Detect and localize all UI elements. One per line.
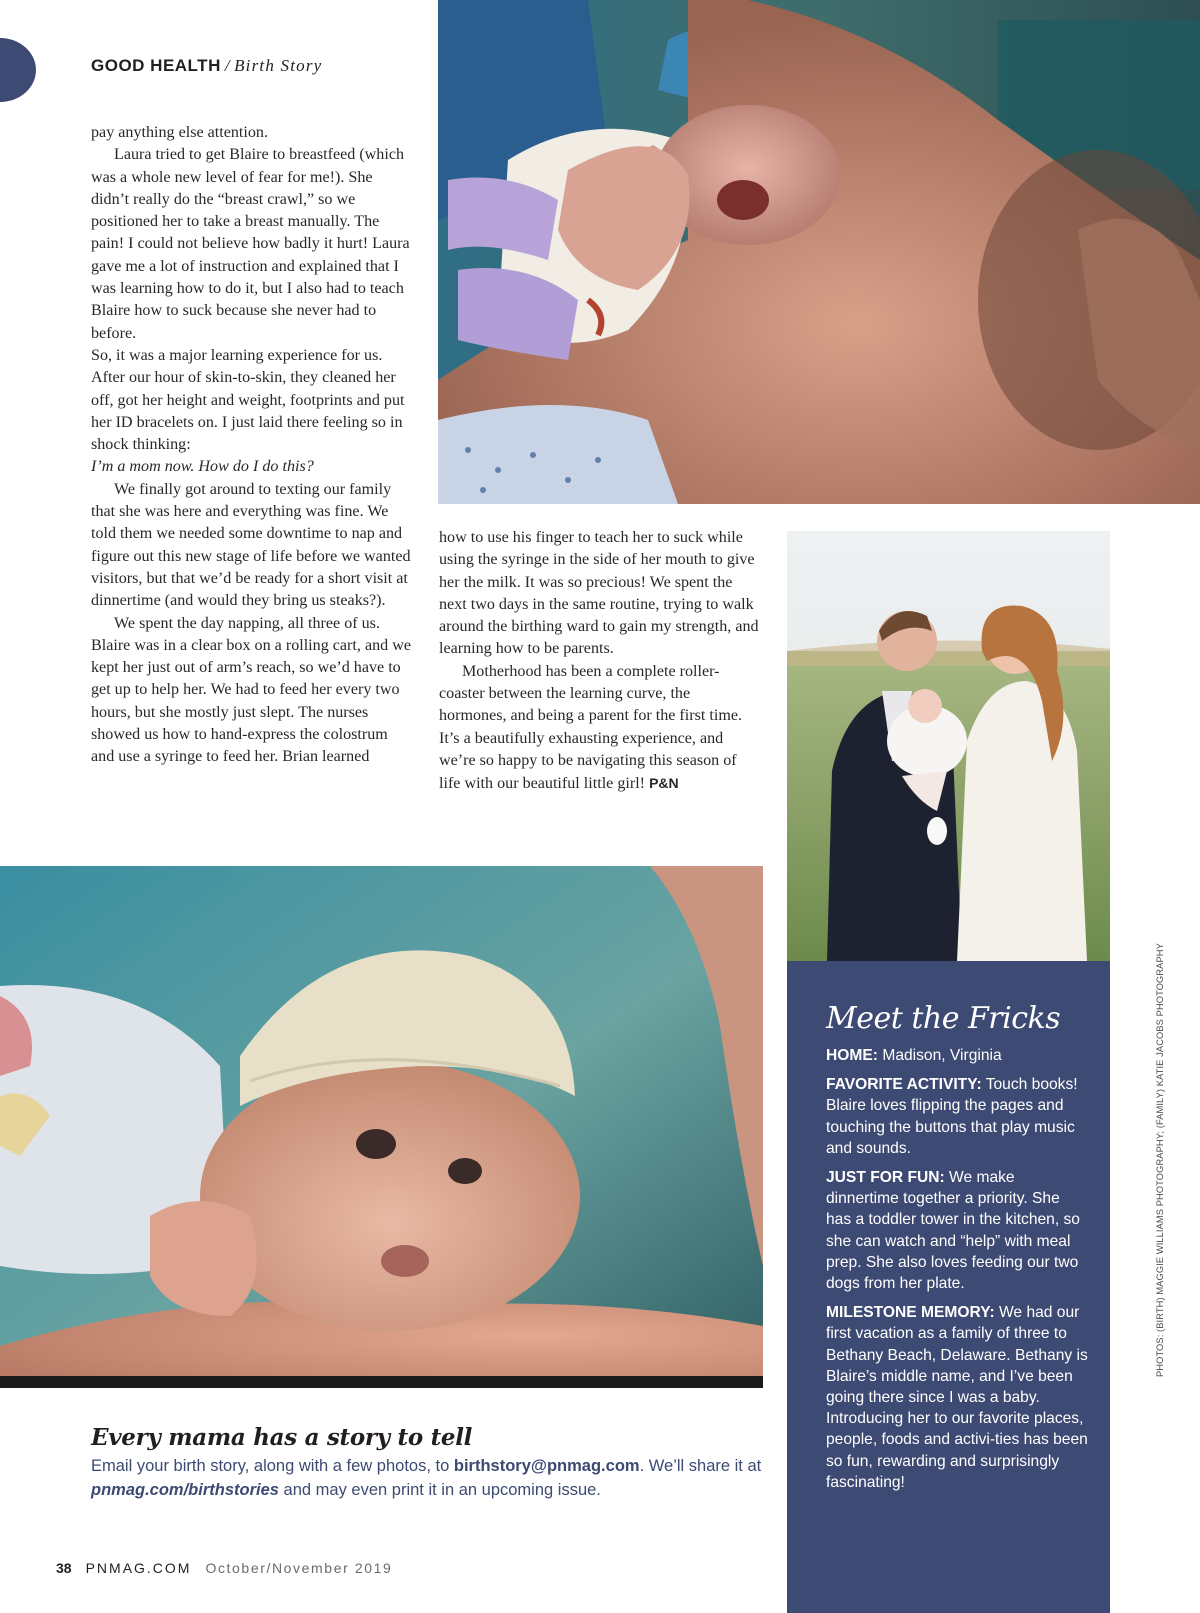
story-paragraph: We spent the day napping, all three of us. Blaire was in a clear box on a rolling cart, and we kept her just out of arm’s reach, so we’d have to get up to help her. We had to feed her every two hours, but she mostly just slept. The nurses showed us how to hand-express the colostrum and use a syringe to feed her. Brian learned: [91, 614, 411, 766]
birth-photo: [438, 0, 1200, 504]
story-paragraph: [91, 345, 413, 479]
story-italic-thought: I’m a mom now. How do I do this?: [91, 458, 314, 476]
sidebar-item-text: We make dinnertime together a priority. She has a toddler tower in the kitchen, so she can watch and “help” with meal prep. She also loves feeding our two dogs from her plate.: [826, 1169, 1080, 1293]
callout-body: [91, 1454, 771, 1502]
sidebar-item-just-for-fun: [826, 1167, 1088, 1294]
photo-credit: PHOTOS: (BIRTH) MAGGIE WILLIAMS PHOTOGRAPHY; (FAMILY) KATIE JACOBS PHOTOGRAPHY: [1155, 943, 1165, 1377]
callout-text: Email your birth story, along with a few photos, to: [91, 1457, 454, 1475]
page-footer: [56, 1560, 392, 1576]
sidebar-item-home: [826, 1045, 1088, 1066]
story-column-2: [439, 527, 761, 796]
story-paragraph: pay anything else attention.: [91, 124, 268, 141]
section-tab-marker: [0, 38, 36, 102]
story-paragraph: [439, 661, 761, 796]
callout-title: Every mama has a story to tell: [91, 1424, 473, 1451]
sidebar-item-text: Madison, Virginia: [882, 1047, 1002, 1064]
birth-photo-illustration: [438, 0, 1200, 504]
section-name: GOOD HEALTH: [91, 56, 221, 75]
page-number: 38: [56, 1560, 72, 1576]
footer-site: PNMAG.COM: [85, 1560, 192, 1576]
section-separator: /: [224, 56, 231, 75]
story-column-1: [91, 122, 413, 769]
callout-url-link[interactable]: pnmag.com/birthstories: [91, 1481, 279, 1499]
sidebar-item-text: Touch books! Blaire loves flipping the pages and touching the buttons that play music and sounds.: [826, 1076, 1078, 1157]
story-paragraph: how to use his finger to teach her to suck while using the syringe in the side of her mouth to give her the milk. It was so precious! We spent the next two days in the same routine, trying to walk around the birthing ward to gain my strength, and learning how to be parents.: [439, 529, 759, 658]
section-subname: Birth Story: [234, 56, 323, 75]
sidebar-item-label: FAVORITE ACTIVITY:: [826, 1076, 982, 1094]
sidebar-item-label: HOME:: [826, 1047, 878, 1064]
footer-issue: October/November 2019: [205, 1560, 393, 1576]
sidebar-item-text: We had our first vacation as a family of three to Bethany Beach, Delaware. Bethany is Blaire’s middle name, and I’ve been going there since I was a baby. Introducing her to our favorite places, people, foods and activi-ties has been so fun, rewarding and surprisingly fascinating!: [826, 1304, 1088, 1491]
sidebar-title: Meet the Fricks: [826, 1001, 1061, 1036]
callout-text: . We’ll share it at: [639, 1457, 762, 1475]
callout-text: and may even print it in an upcoming issue.: [278, 1481, 601, 1499]
story-paragraph: Laura tried to get Blaire to breastfeed (which was a whole new level of fear for me!). She didn’t really do the “breast crawl,” so we positioned her to take a breast manually. The pain! I could not believe how badly it hurt! Laura gave me a lot of instruction and explained that I was learning how to do it, but I also had to teach Blaire how to suck because she never had to before.: [91, 146, 410, 342]
sidebar-item-label: JUST FOR FUN:: [826, 1169, 945, 1187]
sidebar-item-label: MILESTONE MEMORY:: [826, 1304, 995, 1322]
callout-email-link[interactable]: birthstory@pnmag.com: [453, 1457, 640, 1475]
family-photo: [787, 531, 1110, 961]
newborn-photo: [0, 866, 763, 1388]
sidebar-item-favorite-activity: [826, 1074, 1088, 1159]
story-text: Motherhood has been a complete roller-coaster between the learning curve, the hormones, and being a parent for the first time. It’s a beautifully exhausting experience, and we’re so happy to be navigating this season of life with our beautiful little girl!: [439, 662, 743, 793]
section-header: [91, 56, 322, 76]
newborn-photo-illustration: [0, 866, 763, 1388]
story-paragraph: We finally got around to texting our family that she was here and everything was fine. We told them we needed some downtime to nap and figure out this new stage of life before we wanted visitors, but that we’d be ready for a short visit at dinnertime (and would they bring us steaks?).: [91, 480, 411, 610]
sidebar-item-milestone-memory: [826, 1302, 1088, 1493]
meet-the-family-sidebar: [787, 961, 1110, 1613]
story-text: So, it was a major learning experience for us. After our hour of skin-to-skin, they cleaned her off, got her height and weight, footprints and put her ID bracelets on. I just laid there feeling so in shock thinking:: [91, 346, 405, 454]
family-photo-illustration: [787, 531, 1110, 961]
story-signoff: P&N: [649, 775, 679, 792]
